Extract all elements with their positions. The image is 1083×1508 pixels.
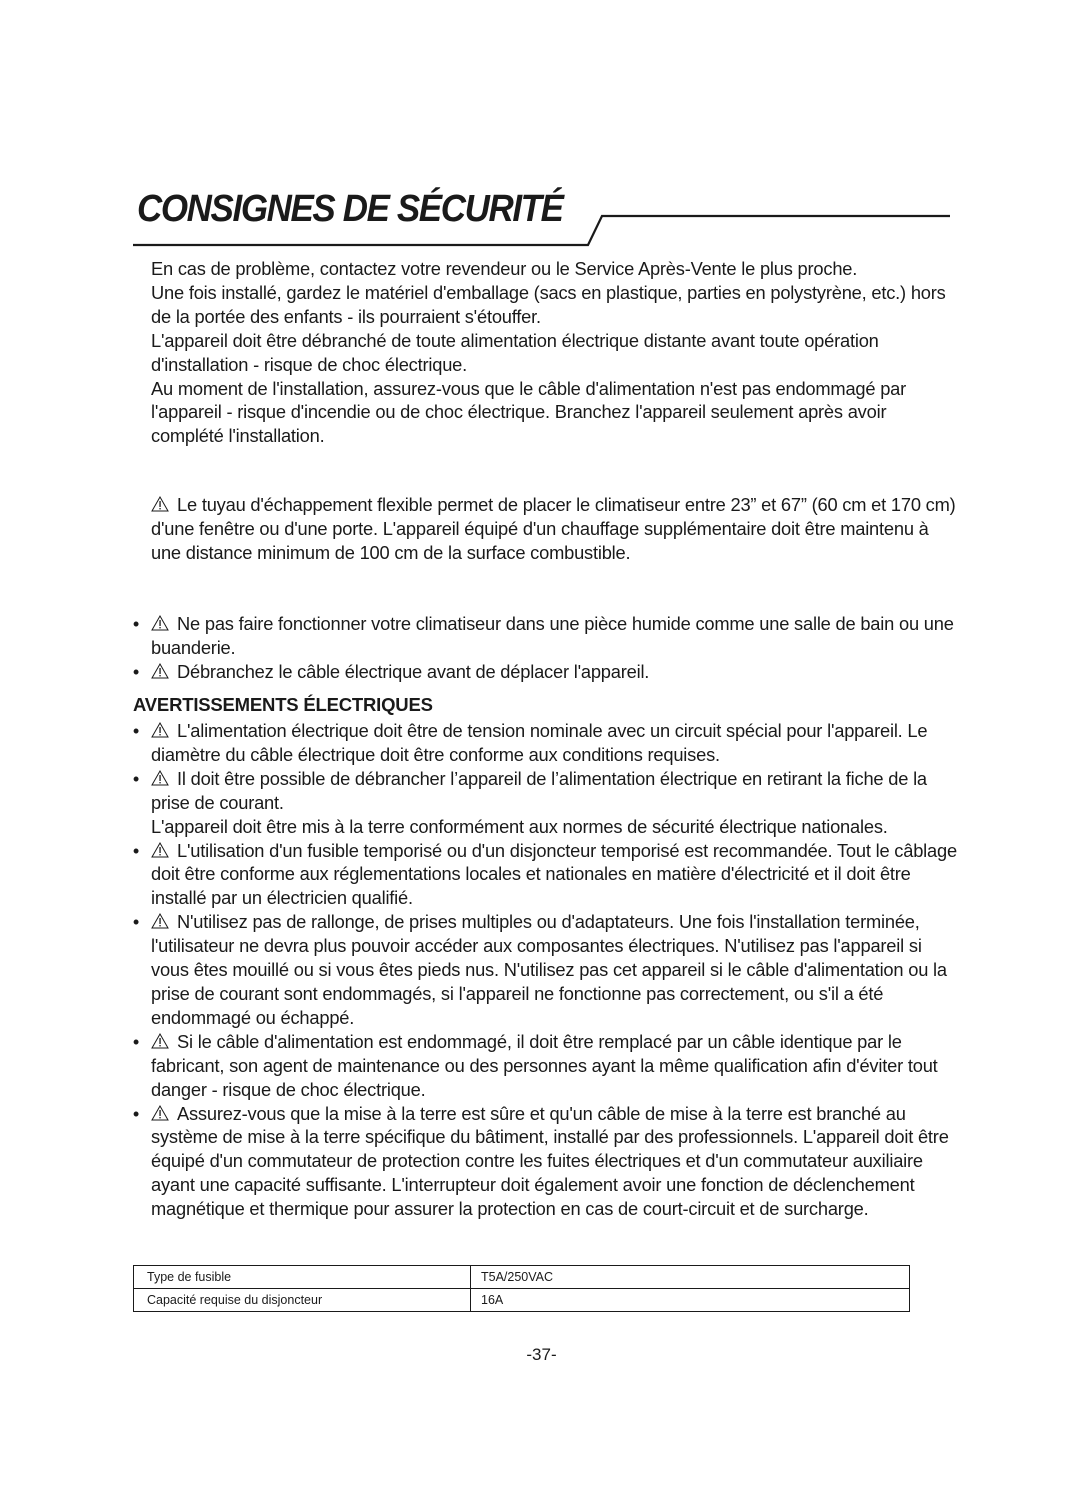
list-item xyxy=(130,612,960,660)
warning-text: N'utilisez pas de rallonge, de prises multiples ou d'adaptateurs. Une fois l'installation terminée, l'utilisateur ne devra plus pouvoir accéder aux composantes électriques. N'utilisez pas l'appareil si vous êtes mouillé ou si vous êtes pieds nus. N'utilisez pas cet appareil si le câble d'alimentation ou la prise de courant sont endommagés, si l'appareil ne fonctionne pas correctement, ou s'il a été endommagé ou échappé. xyxy=(151,911,947,1028)
list-item xyxy=(130,1030,960,1102)
table-cell-label: Capacité requise du disjoncteur xyxy=(134,1289,471,1312)
warning-triangle-icon xyxy=(151,913,169,929)
warning-triangle-icon xyxy=(151,1105,169,1121)
table-row xyxy=(134,1289,910,1312)
exhaust-warning-text: Le tuyau d'échappement flexible permet de placer le climatiseur entre 23” et 67” (60 cm et 170 cm) d'une fenêtre ou d'une porte. L'appareil équipé d'un chauffage supplémentaire doit être maintenu à une distance minimum de 100 cm de la surface combustible. xyxy=(151,494,956,563)
intro-section xyxy=(151,257,956,448)
table-cell-value: T5A/250VAC xyxy=(471,1266,910,1289)
intro-paragraph: En cas de problème, contactez votre revendeur ou le Service Après-Vente le plus proche. xyxy=(151,258,858,279)
warning-triangle-icon xyxy=(151,770,169,786)
bullet-icon: • xyxy=(132,720,140,741)
intro-paragraph: Une fois installé, gardez le matériel d'emballage (sacs en plastique, parties en polystyrène, etc.) hors de la portée des enfants - ils pourraient s'étouffer. xyxy=(151,281,946,327)
warning-text: L'utilisation d'un fusible temporisé ou d'un disjoncteur temporisé est recommandée. Tout le câblage doit être conforme aux réglementations locales et nationales en matière d'électricité et il doit être installé par un électricien qualifié. xyxy=(151,839,957,909)
bullet-icon: • xyxy=(132,839,140,861)
page-title: CONSIGNES DE SÉCURITÉ xyxy=(137,188,563,230)
bullet-icon: • xyxy=(132,1030,140,1052)
list-item xyxy=(130,839,960,911)
bullet-icon: • xyxy=(132,660,140,682)
list-item xyxy=(130,660,960,684)
table-cell-label: Type de fusible xyxy=(134,1266,471,1289)
warning-text: L'alimentation électrique doit être de tension nominale avec un circuit spécial pour l'appareil. Le diamètre du câble électrique doit être conforme aux conditions requises. xyxy=(151,720,928,765)
warning-text: Il doit être possible de débrancher l’appareil de l’alimentation électrique en retirant la fiche de la prise de courant. xyxy=(151,767,927,813)
warning-text: Assurez-vous que la mise à la terre est sûre et qu'un câble de mise à la terre est branché au système de mise à la terre spécifique du bâtiment, installé par des professionnels. L'appareil doit être équipé d'un commutateur de protection contre les fuites électriques et d'un commutateur auxiliaire ayant une capacité suffisante. L'interrupteur doit également avoir une fonction de déclenchement magnétique et thermique pour assurer la protection en cas de court-circuit et de surcharge. xyxy=(151,1102,949,1220)
table-row xyxy=(134,1266,910,1289)
warning-text: Si le câble d'alimentation est endommagé, il doit être remplacé par un câble identique par le fabricant, son agent de maintenance ou des personnes ayant la même qualification afin d'éviter tout danger - risque de choc électrique. xyxy=(151,1030,938,1100)
warning-triangle-icon xyxy=(151,842,169,858)
warning-extra-text: L'appareil doit être mis à la terre conformément aux normes de sécurité électrique nationales. xyxy=(151,815,888,837)
general-warnings-list xyxy=(130,612,960,684)
intro-paragraph: Au moment de l'installation, assurez-vous que le câble d'alimentation n'est pas endommagé par l'appareil - risque d'incendie ou de choc électrique. Branchez l'appareil seulement après avoir complété l'installation. xyxy=(151,377,907,447)
bullet-icon: • xyxy=(132,613,140,634)
list-item xyxy=(130,767,960,839)
electrical-warnings-list xyxy=(130,719,960,1221)
warning-triangle-icon xyxy=(151,615,169,631)
warning-triangle-icon xyxy=(151,1033,169,1049)
electrical-warnings-heading: AVERTISSEMENTS ÉLECTRIQUES xyxy=(133,694,433,715)
intro-paragraph: L'appareil doit être débranché de toute alimentation électrique distante avant toute opération d'installation - risque de choc électrique. xyxy=(151,329,879,375)
warning-triangle-icon xyxy=(151,496,169,512)
title-underline-decoration xyxy=(0,0,1083,260)
bullet-icon: • xyxy=(132,1102,140,1124)
table-cell-value: 16A xyxy=(471,1289,910,1312)
warning-triangle-icon xyxy=(151,722,169,738)
warning-text: Ne pas faire fonctionner votre climatiseur dans une pièce humide comme une salle de bain ou une buanderie. xyxy=(151,613,954,658)
exhaust-warning xyxy=(151,493,956,565)
warning-text: Débranchez le câble électrique avant de déplacer l'appareil. xyxy=(177,660,650,682)
bullet-icon: • xyxy=(132,767,140,789)
list-item xyxy=(130,719,960,767)
page-number: -37- xyxy=(526,1345,557,1364)
bullet-icon: • xyxy=(132,911,140,933)
warning-triangle-icon xyxy=(151,663,169,679)
list-item xyxy=(130,1102,960,1222)
fuse-spec-table xyxy=(133,1265,910,1312)
list-item xyxy=(130,910,960,1030)
